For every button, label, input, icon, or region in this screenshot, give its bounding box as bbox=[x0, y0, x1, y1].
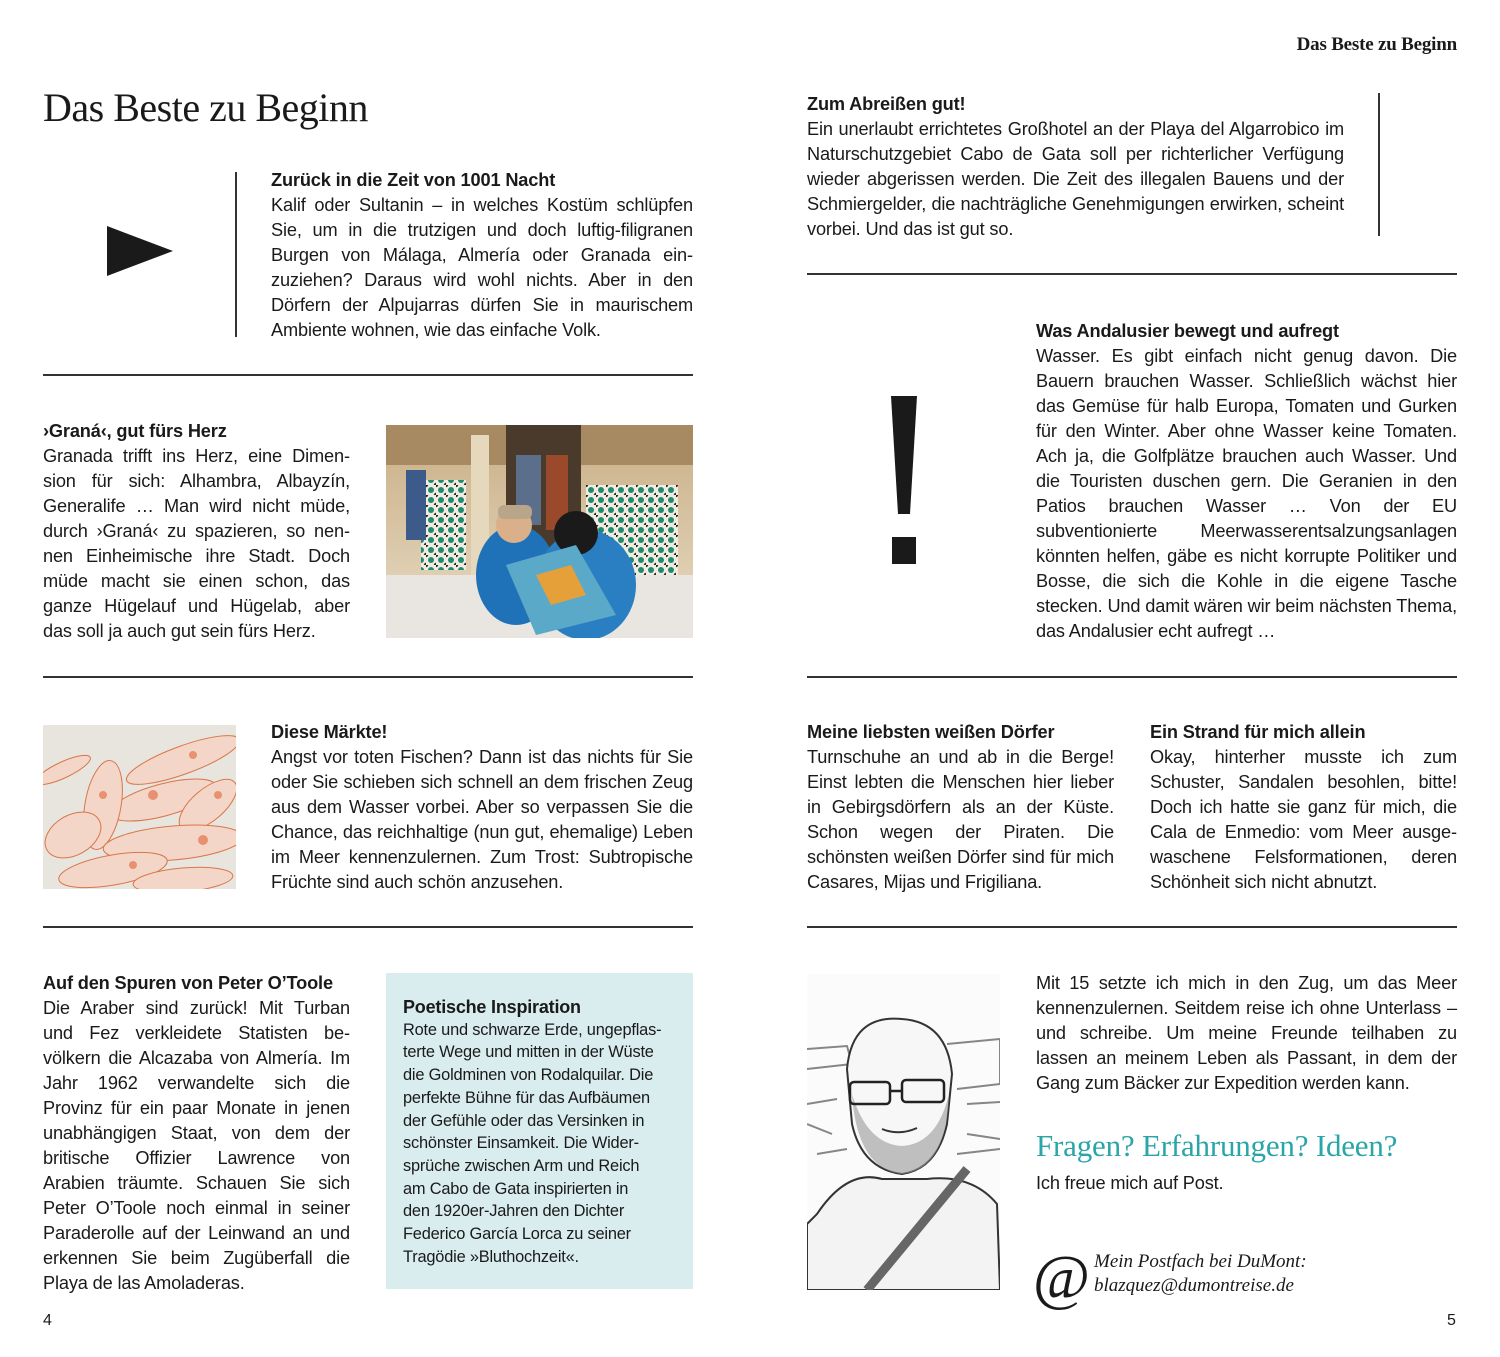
article-andalusier bbox=[1036, 319, 1457, 644]
contact-subline: Ich freue mich auf Post. bbox=[1036, 1173, 1224, 1193]
article-heading: Diese Märkte! bbox=[271, 722, 388, 742]
article-body: Wasser. Es gibt einfach nicht genug davon. Die Bauern brauchen Wasser. Schließlich wächst hier das Gemüse für halb Europa, Tomaten und Gurken für den Winter. Aber ohne Wasser keine Tomaten. Ach ja, die Golfplätze brauchen auch Wasser. Und die Touristen duschen gern. Die Geranien in den Patios brauchen Wasser … Von der EU subventionierte Meerwasserentsalzungsanlagen könnten helfen, gäbe es nicht korrupte Politiker und Bosse, die sich die Kohle in die eigene Tasche stecken. Und damit wären wir beim nächsten Thema, das Andalusier echt aufregt … bbox=[1036, 346, 1457, 641]
at-sign-icon: @ bbox=[1033, 1244, 1091, 1312]
article-body: Kalif oder Sultanin – in welches Kostüm schlüpfen Sie, um in die trutzigen und doch luftig-filigranen Burgen von Málaga, Almería oder Granada einzuziehen? Daraus wird wohl nichts. Aber in den Dörfern der Alpujarras dürfen Sie in maurischem Ambiente wohnen, wie das einfache Volk. bbox=[271, 195, 693, 340]
page-number-left: 4 bbox=[43, 1312, 52, 1329]
infobox-line: Federico García Lorca zu seiner bbox=[403, 1225, 631, 1244]
infobox-poetische-inspiration bbox=[386, 973, 693, 1289]
infobox-line: Tragödie »Bluthochzeit«. bbox=[403, 1247, 579, 1266]
infobox-line: sprüche zwischen Arm und Reich bbox=[403, 1156, 640, 1175]
article-abreissen bbox=[807, 92, 1344, 242]
section-divider bbox=[43, 926, 693, 928]
article-heading: Auf den Spuren von Peter O’Toole bbox=[43, 973, 333, 993]
article-body: Okay, hinterher musste ich zum Schuster, Sandalen besohlen, bitte! Doch ich hatte sie ganz für mich, die Cala de Enmedio: vom Meer ausgewaschene Felsformationen, deren Schönheit sich nicht abnutzt. bbox=[1150, 747, 1457, 892]
article-body: Turnschuhe an und ab in die Berge! Einst lebten die Menschen hier lieber in Gebirgsdörfern als an der Küste. Schon wegen der Piraten. Die schönsten weißen Dörfer sind für mich Casares, Mijas und Frigiliana. bbox=[807, 747, 1114, 892]
section-divider bbox=[807, 273, 1457, 275]
author-portrait bbox=[807, 974, 1000, 1290]
play-triangle-icon bbox=[107, 226, 173, 276]
infobox-line: am Cabo de Gata inspirierten in bbox=[403, 1179, 629, 1198]
page-number-right: 5 bbox=[1447, 1312, 1456, 1329]
section-divider bbox=[807, 676, 1457, 678]
article-body: Ein unerlaubt errichtetes Großhotel an der Playa del Algarrobico im Naturschutzgebiet Cabo de Gata soll per richterlicher Verfügung wieder abgerissen werden. Die Zeit des illegalen Bauens und der Schmiergelder, die nachträgliche Genehmigungen erwirken, scheint vorbei. Und das ist gut so. bbox=[807, 119, 1344, 239]
infobox-line: perfekte Bühne für das Aufbäumen bbox=[403, 1088, 650, 1107]
infobox-line: der Gefühle oder das Versinken in bbox=[403, 1111, 645, 1130]
vertical-divider bbox=[1378, 93, 1380, 236]
article-heading: Zurück in die Zeit von 1001 Nacht bbox=[271, 170, 556, 190]
article-heading: ›Graná‹, gut fürs Herz bbox=[43, 421, 227, 441]
section-divider bbox=[43, 374, 693, 376]
author-bio: Mit 15 setzte ich mich in den Zug, um das Meer kennenzulernen. Seitdem reise ich ohne Unterlass – und schreibe. Um meine Freunde teilhaben zu lassen an meinem Leben als Passant, in dem der Gang zum Bäcker zur Expedition werden kann. bbox=[1036, 973, 1457, 1093]
infobox-heading: Poetische Inspiration bbox=[403, 997, 581, 1017]
mailbox-label: Mein Postfach bei DuMont: bbox=[1094, 1251, 1307, 1272]
vertical-divider bbox=[235, 172, 237, 337]
infobox-line: schönster Einsamkeit. Die Wider- bbox=[403, 1134, 639, 1153]
running-head: Das Beste zu Beginn bbox=[1296, 34, 1457, 55]
section-divider bbox=[43, 676, 693, 678]
infobox-line: terte Wege und mitten in der Wüste bbox=[403, 1043, 654, 1062]
infobox-line: Rote und schwarze Erde, ungepflas- bbox=[403, 1020, 662, 1039]
article-peter-otoole bbox=[43, 971, 350, 1296]
infobox-line: den 1920er-Jahren den Dichter bbox=[403, 1202, 625, 1221]
article-maerkte bbox=[271, 720, 693, 895]
article-body: Angst vor toten Fischen? Dann ist das nichts für Sie oder Sie schieben sich schnell an dem frischen Zeug aus dem Wasser vorbei. Aber so verpassen Sie die Chance, das reichhaltige (nun gut, ehemalige) Leben im Meer kennenzulernen. Zum Trost: Subtropische Früchte sind auch schön anzusehen. bbox=[271, 747, 693, 892]
article-heading: Meine liebsten weißen Dörfer bbox=[807, 722, 1055, 742]
email-link[interactable]: blazquez@dumontreise.de bbox=[1094, 1275, 1294, 1296]
article-body: Granada trifft ins Herz, eine Dimension für sich: Alhambra, Albayzín, Generalife … Man wird nicht müde, durch ›Graná‹ zu spazieren, so nennen Einheimische ihre Stadt. Doch müde macht sie einen schon, das ganze Hügelauf und Hügelab, aber das soll ja auch gut sein fürs Herz. bbox=[43, 446, 350, 641]
contact-heading: Fragen? Erfahrungen? Ideen? bbox=[1036, 1128, 1398, 1163]
article-1001-nacht bbox=[271, 168, 693, 343]
article-strand bbox=[1150, 720, 1457, 895]
article-heading: Was Andalusier bewegt und aufregt bbox=[1036, 321, 1339, 341]
fish-market-photo bbox=[43, 725, 236, 889]
article-body: Die Araber sind zurück! Mit Turban und Fez verkleidete Statisten bevölkern die Alcazaba von Almería. Im Jahr 1962 verwandelte sich die Provinz für ein paar Monate in jenen unabhängigen Staat, von dem der britische Offizier Lawrence von Arabien träumte. Schauen Sie sich Peter O’Toole noch einmal in seiner Paraderolle auf der Leinwand an und erkennen Sie beim Zugüberfall die Playa de las Amoladeras. bbox=[43, 998, 350, 1293]
article-heading: Zum Abreißen gut! bbox=[807, 94, 966, 114]
infobox-line: die Goldminen von Rodalquilar. Die bbox=[403, 1066, 654, 1085]
section-divider bbox=[807, 926, 1457, 928]
article-heading: Ein Strand für mich allein bbox=[1150, 722, 1366, 742]
alhambra-photo bbox=[386, 425, 693, 638]
article-grana bbox=[43, 419, 350, 644]
exclamation-icon bbox=[891, 396, 917, 564]
article-weisse-doerfer bbox=[807, 720, 1114, 895]
page-title: Das Beste zu Beginn bbox=[43, 85, 368, 130]
